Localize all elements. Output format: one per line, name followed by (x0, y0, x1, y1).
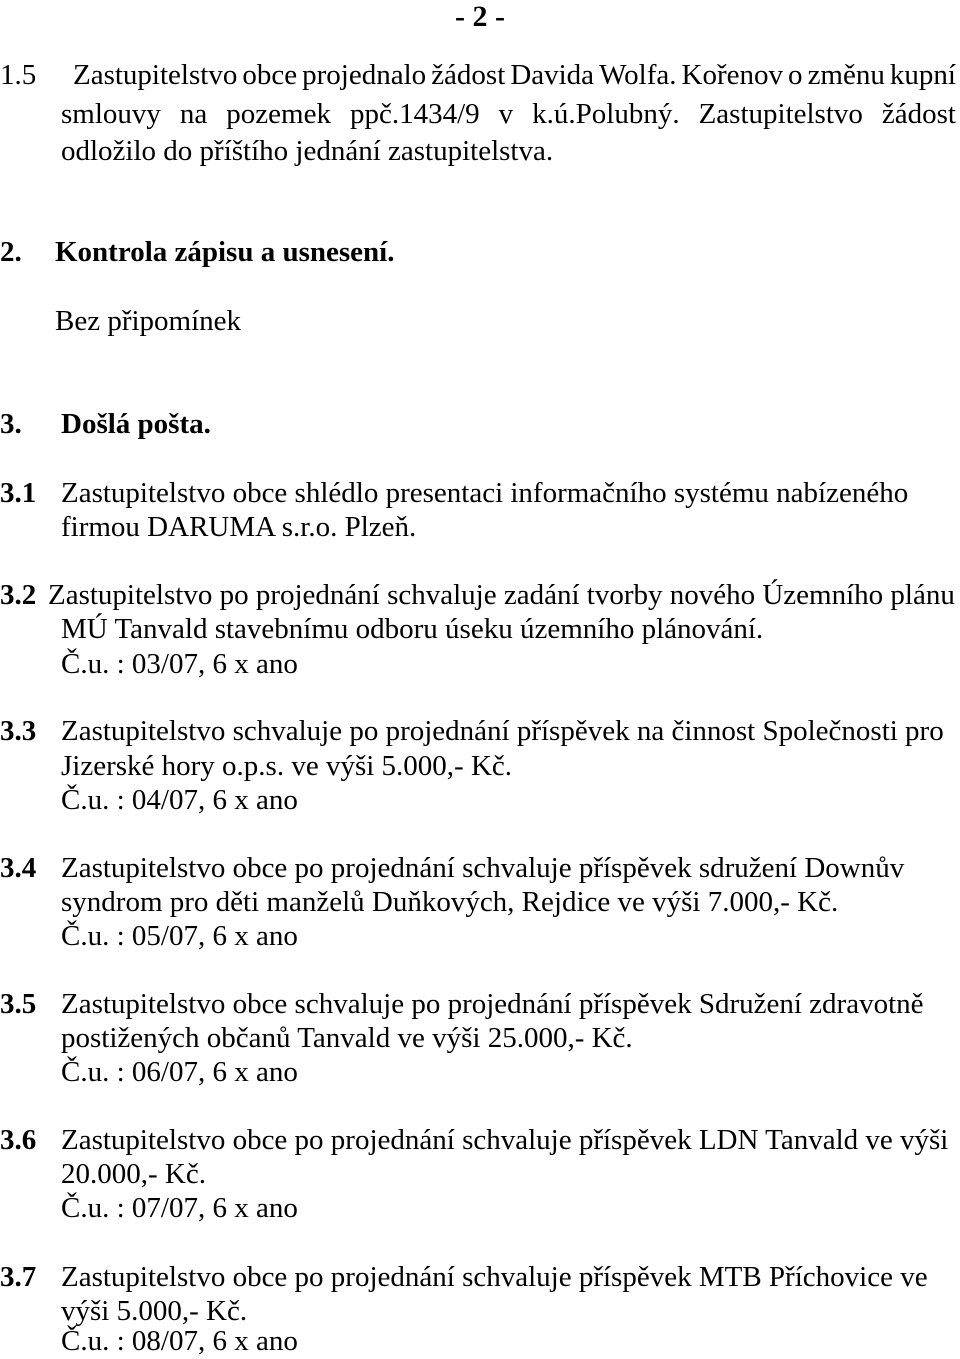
item-text-line-1: Zastupitelstvo po projednání schvaluje zadání tvorby nového Územního plánu (48, 579, 955, 611)
page-number: - 2 - (455, 0, 505, 33)
word: Wolfa. (599, 59, 677, 91)
word: na (179, 98, 208, 130)
item-text-line-2: Jizerské hory o.p.s. ve výši 5.000,- Kč. (61, 750, 513, 782)
resolution-number: Č.u. : 07/07, 6 x ano (61, 1192, 298, 1224)
resolution-number: Č.u. : 08/07, 6 x ano (61, 1325, 298, 1357)
item-text-line-1: Zastupitelstvo schvaluje po projednání příspěvek na činnost Společnosti pro (61, 715, 944, 747)
item-number: 3.6 (0, 1124, 37, 1156)
word: žádost (431, 59, 506, 91)
word: Kořenov (681, 59, 783, 91)
word: změnu (807, 59, 885, 91)
section-note: Bez připomínek (55, 305, 242, 337)
word: žádost (881, 98, 956, 130)
item-number: 3.5 (0, 988, 37, 1020)
item-text-line-1 (73, 58, 956, 92)
item-text-line-2: výši 5.000,- Kč. (61, 1295, 248, 1327)
resolution-number: Č.u. : 05/07, 6 x ano (61, 920, 298, 952)
section-number: 2. (0, 236, 22, 268)
word: v (498, 98, 514, 130)
item-number: 3.1 (0, 477, 37, 509)
section-title: Došlá pošta. (61, 408, 211, 440)
resolution-number: Č.u. : 04/07, 6 x ano (61, 784, 298, 816)
word: kupní (889, 59, 956, 91)
word: pozemek (226, 98, 331, 130)
resolution-number: Č.u. : 03/07, 6 x ano (61, 648, 298, 680)
item-text-line-1: Zastupitelstvo obce shlédlo presentaci informačního systému nabízeného (61, 477, 909, 509)
word: Davida (510, 59, 595, 91)
item-text-line-1: Zastupitelstvo obce po projednání schvaluje příspěvek MTB Příchovice ve (61, 1261, 928, 1293)
item-text-line-2: 20.000,- Kč. (61, 1158, 206, 1190)
word: ppč.1434/9 (349, 98, 480, 130)
item-number: 3.4 (0, 852, 37, 884)
item-number: 3.3 (0, 715, 37, 747)
item-text-line-2: postižených občanů Tanvald ve výši 25.000,- Kč. (61, 1022, 633, 1054)
item-text-line-1: Zastupitelstvo obce po projednání schvaluje příspěvek LDN Tanvald ve výši (61, 1124, 949, 1156)
word: obce (242, 59, 298, 91)
word: Zastupitelstvo (73, 59, 238, 91)
item-number: 3.7 (0, 1261, 37, 1293)
item-text-line-1: Zastupitelstvo obce schvaluje po projednání příspěvek Sdružení zdravotně (61, 988, 924, 1020)
section-number: 3. (0, 408, 22, 440)
item-text-line-2: MÚ Tanvald stavebnímu odboru úseku územního plánování. (61, 613, 764, 645)
word: o (788, 59, 803, 91)
item-text-line-2: firmou DARUMA s.r.o. Plzeň. (61, 511, 417, 543)
word: projednalo (302, 59, 427, 91)
item-number: 3.2 (0, 579, 37, 611)
section-title: Kontrola zápisu a usnesení. (55, 236, 395, 268)
item-text-line-2 (61, 97, 956, 131)
item-text-line-3: odložilo do příštího jednání zastupitelstva. (61, 135, 554, 167)
word: Zastupitelstvo (698, 98, 863, 130)
item-text-line-2: syndrom pro děti manželů Duňkových, Rejdice ve výši 7.000,- Kč. (61, 886, 839, 918)
word: smlouvy (61, 98, 161, 130)
item-number: 1.5 (0, 59, 37, 91)
resolution-number: Č.u. : 06/07, 6 x ano (61, 1056, 298, 1088)
item-text-line-1: Zastupitelstvo obce po projednání schvaluje příspěvek sdružení Downův (61, 852, 905, 884)
word: k.ú.Polubný. (532, 98, 680, 130)
